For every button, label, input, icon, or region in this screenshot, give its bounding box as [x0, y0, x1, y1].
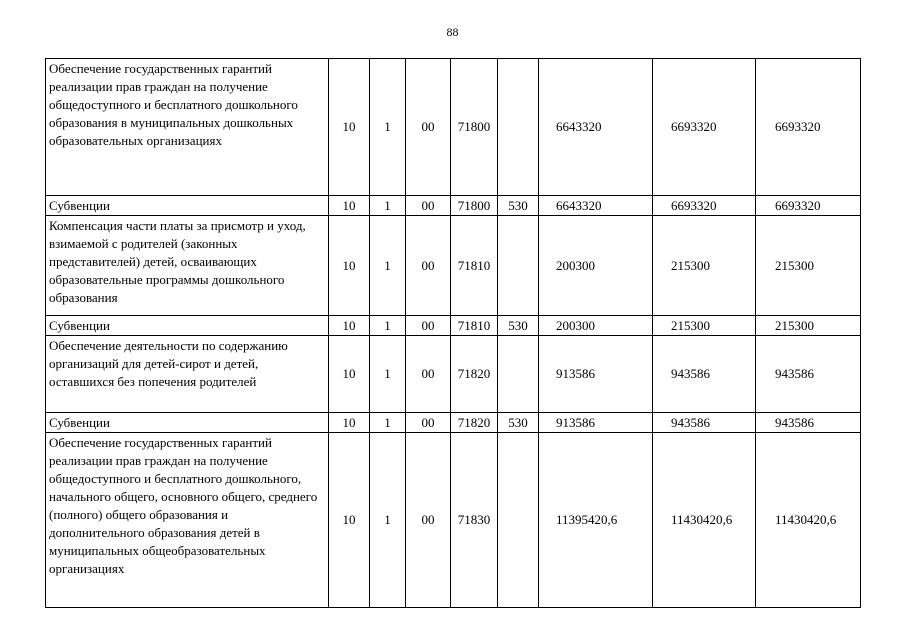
expense-type-code: 530: [498, 316, 539, 336]
table-row: [46, 413, 861, 433]
row-description: Обеспечение деятельности по содержанию организаций для детей-сирот и детей, оставшихся без попечения родителей: [46, 336, 329, 413]
table-row: [46, 216, 861, 316]
subsection-code: 1: [370, 59, 406, 196]
section-code: 10: [329, 196, 370, 216]
amount-year-1: 913586: [539, 413, 653, 433]
amount-year-1: 200300: [539, 316, 653, 336]
table-row: [46, 59, 861, 196]
amount-year-2: 215300: [653, 316, 756, 336]
amount-year-3: 943586: [756, 336, 861, 413]
expense-type-code: [498, 216, 539, 316]
expense-type-code: 530: [498, 413, 539, 433]
section-code: 10: [329, 59, 370, 196]
row-description: Компенсация части платы за присмотр и уход, взимаемой с родителей (законных представителей) детей, осваивающих образовательные программы дошкольного образования: [46, 216, 329, 316]
target-article-prefix: 00: [406, 196, 451, 216]
amount-year-3: 215300: [756, 316, 861, 336]
expense-type-code: [498, 336, 539, 413]
row-description: Обеспечение государственных гарантий реализации прав граждан на получение общедоступного и бесплатного дошкольного, начального общего, основного общего, среднего (полного) общего образования и дополнительного образования детей в муниципальных общеобразовательных организациях: [46, 433, 329, 608]
amount-year-3: 215300: [756, 216, 861, 316]
section-code: 10: [329, 433, 370, 608]
amount-year-3: 6693320: [756, 59, 861, 196]
row-description: Обеспечение государственных гарантий реализации прав граждан на получение общедоступного и бесплатного дошкольного образования в муниципальных дошкольных образовательных организациях: [46, 59, 329, 196]
amount-year-3: 6693320: [756, 196, 861, 216]
page-number: 88: [446, 25, 459, 39]
subsection-code: 1: [370, 216, 406, 316]
target-article-prefix: 00: [406, 59, 451, 196]
target-article-code: 71800: [451, 196, 498, 216]
subsection-code: 1: [370, 196, 406, 216]
table-row: [46, 316, 861, 336]
row-description: Субвенции: [46, 196, 329, 216]
subsection-code: 1: [370, 316, 406, 336]
target-article-code: 71830: [451, 433, 498, 608]
table-row: [46, 433, 861, 608]
section-code: 10: [329, 216, 370, 316]
amount-year-1: 11395420,6: [539, 433, 653, 608]
target-article-prefix: 00: [406, 336, 451, 413]
section-code: 10: [329, 316, 370, 336]
amount-year-2: 215300: [653, 216, 756, 316]
amount-year-1: 913586: [539, 336, 653, 413]
expense-type-code: 530: [498, 196, 539, 216]
row-description: Субвенции: [46, 316, 329, 336]
target-article-prefix: 00: [406, 216, 451, 316]
target-article-code: 71810: [451, 216, 498, 316]
amount-year-1: 200300: [539, 216, 653, 316]
table-row: [46, 196, 861, 216]
amount-year-2: 943586: [653, 413, 756, 433]
subsection-code: 1: [370, 413, 406, 433]
target-article-prefix: 00: [406, 316, 451, 336]
target-article-code: 71810: [451, 316, 498, 336]
table-row: [46, 336, 861, 413]
amount-year-1: 6643320: [539, 196, 653, 216]
target-article-prefix: 00: [406, 413, 451, 433]
subsection-code: 1: [370, 336, 406, 413]
amount-year-2: 943586: [653, 336, 756, 413]
target-article-prefix: 00: [406, 433, 451, 608]
section-code: 10: [329, 413, 370, 433]
amount-year-1: 6643320: [539, 59, 653, 196]
expense-type-code: [498, 433, 539, 608]
amount-year-2: 6693320: [653, 196, 756, 216]
amount-year-3: 11430420,6: [756, 433, 861, 608]
target-article-code: 71820: [451, 413, 498, 433]
target-article-code: 71820: [451, 336, 498, 413]
amount-year-3: 943586: [756, 413, 861, 433]
expense-type-code: [498, 59, 539, 196]
budget-table: [45, 58, 861, 608]
section-code: 10: [329, 336, 370, 413]
row-description: Субвенции: [46, 413, 329, 433]
subsection-code: 1: [370, 433, 406, 608]
amount-year-2: 11430420,6: [653, 433, 756, 608]
target-article-code: 71800: [451, 59, 498, 196]
amount-year-2: 6693320: [653, 59, 756, 196]
